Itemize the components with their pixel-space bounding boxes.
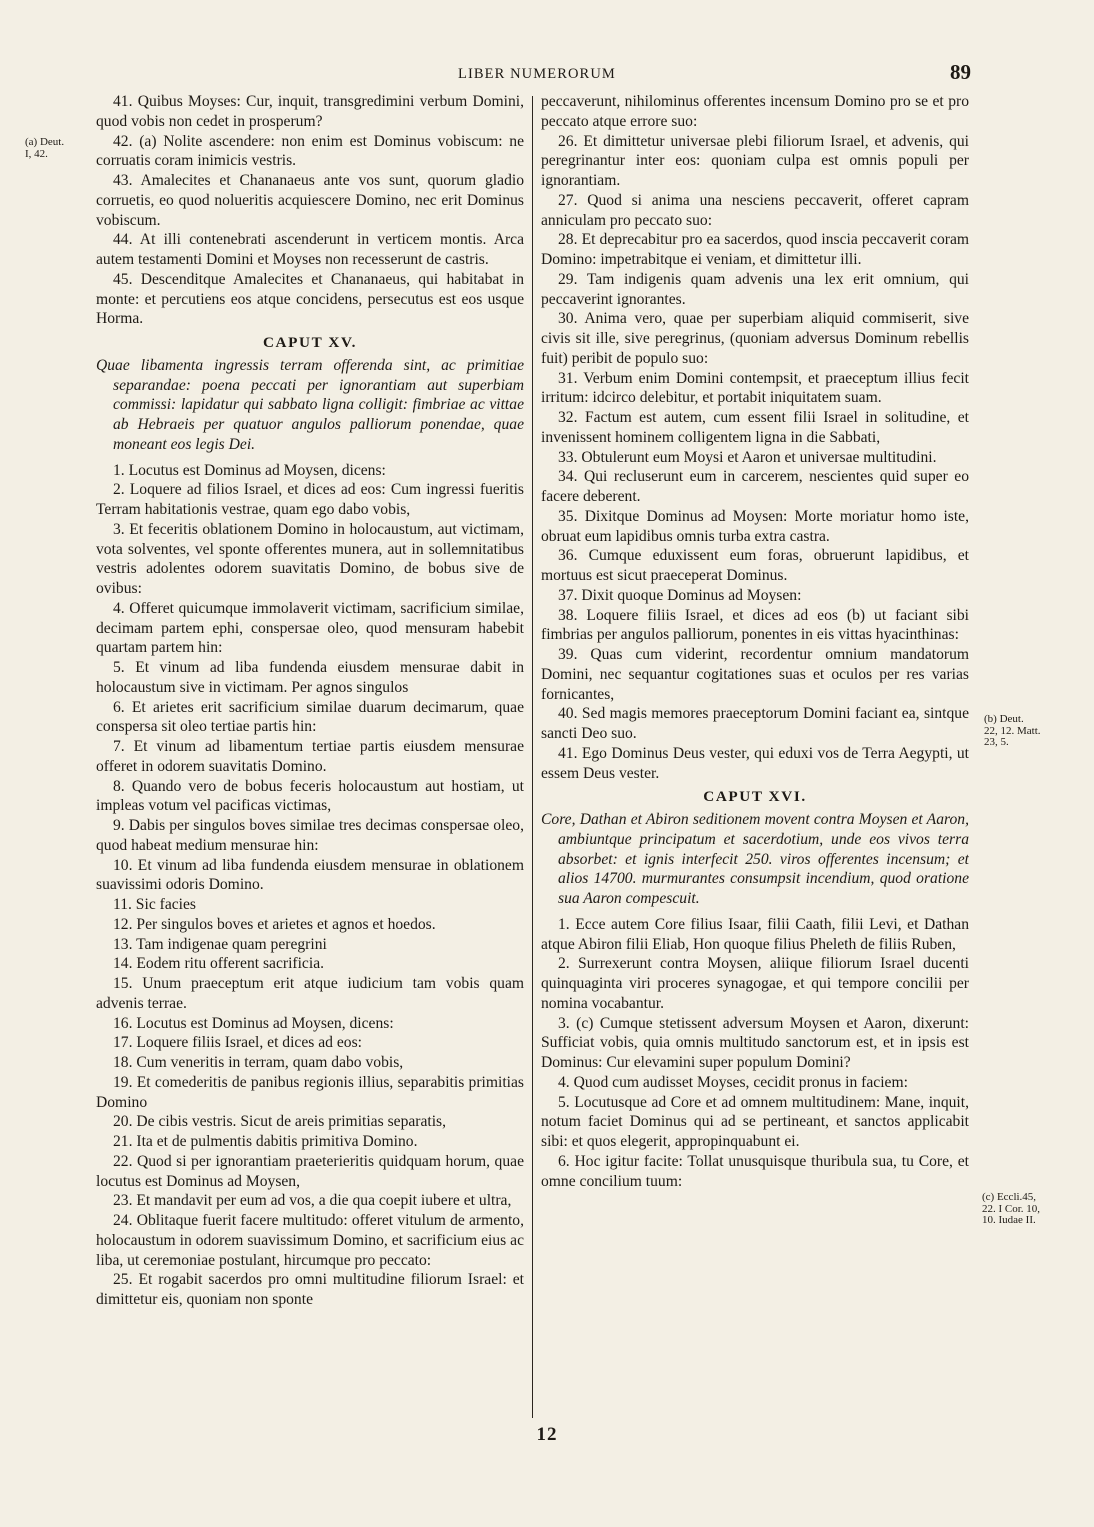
verse: 14. Eodem ritu offerent sacrificia. — [113, 955, 325, 973]
verse: 23. Et mandavit per eum ad vos, a die qua coepit iubere et ultra, — [113, 1192, 512, 1210]
verse: 22. Quod si per ignorantiam praeterieritis quidquam horum, quae locutus est Dominus ad Moysen, — [96, 1152, 524, 1190]
margin-note-line: I, 42. — [25, 147, 48, 160]
verse: 41. Ego Dominus Deus vester, qui eduxi vos de Terra Aegypti, ut essem Deus vester. — [541, 744, 969, 782]
verse: 20. De cibis vestris. Sicut de areis primitias separatis, — [113, 1113, 447, 1131]
verse: 4. Quod cum audisset Moyses, cecidit pronus in faciem: — [558, 1073, 908, 1091]
verse: 27. Quod si anima una nesciens peccaverit, offeret capram anniculam pro peccato suo: — [541, 191, 969, 229]
verse: 26. Et dimittetur universae plebi filiorum Israel, et advenis, qui peregrinantur inter eos: quoniam culpa est omnis populi per ignorantiam. — [541, 132, 969, 189]
verse: 2. Loquere ad filios Israel, et dices ad eos: Cum ingressi fueritis Terram habitationis vestrae, quam ego dabo vobis, — [96, 481, 524, 518]
verse: 44. At illi contenebrati ascenderunt in verticem montis. Arca autem testamenti Domini et Moyses non recesserunt de castris. — [96, 231, 524, 268]
running-head — [0, 60, 1094, 88]
verse: 7. Et vinum ad libamentum tertiae partis eiusdem mensurae offeret in odorem suavitatis Domino. — [96, 738, 524, 775]
verse: 9. Dabis per singulos boves similae tres decimas conspersae oleo, quod habeat medium mensurae hin: — [96, 817, 524, 854]
verse: 30. Anima vero, quae per superbiam aliquid commiserit, sive civis sit ille, sive peregrinus, (quoniam adversus Dominum rebellis fuit) peribit de populo suo: — [541, 310, 969, 367]
verse: 15. Unum praeceptum erit atque iudicium tam vobis quam advenis terrae. — [96, 975, 524, 1012]
verse: 2. Surrexerunt contra Moysen, aliique filiorum Israel ducenti quinquaginta viri proceres synagogae, et qui tempore concilii per nomina vocabantur. — [541, 955, 969, 1012]
verse: 17. Loquere filiis Israel, et dices ad eos: — [113, 1034, 362, 1052]
verse: 13. Tam indigenae quam peregrini — [113, 935, 327, 953]
page-number: 89 — [950, 60, 971, 84]
verse: 18. Cum veneritis in terram, quam dabo vobis, — [113, 1054, 404, 1071]
verse: 3. (c) Cumque stetissent adversum Moysen et Aaron, dixerunt: Sufficiat vobis, quia omnis multitudo sanctorum est, et in ipsis est Dominus: Cur elevamini super populum Domini? — [541, 1014, 969, 1071]
verse: 39. Quas cum viderint, recordentur omnium mandatorum Domini, nec sequantur cogitationes suas et oculos per res varias fornicantes, — [541, 646, 969, 703]
verse: 33. Obtulerunt eum Moysi et Aaron et universae multitudini. — [558, 448, 937, 466]
verse: 36. Cumque eduxissent eum foras, obruerunt lapidibus, et mortuus est sicut praeceperat Dominus. — [541, 547, 969, 584]
margin-note-b — [984, 714, 1041, 749]
margin-note-c — [982, 1192, 1040, 1227]
verse: 37. Dixit quoque Dominus ad Moysen: — [558, 586, 802, 604]
verse: 16. Locutus est Dominus ad Moysen, dicens: — [113, 1014, 394, 1032]
chapter-heading: CAPUT XVI. — [703, 788, 807, 806]
verse: 38. Loquere filiis Israel, et dices ad eos (b) ut faciant sibi fimbrias per angulos palliorum, ponentes in eis vittas hyacinthinas: — [541, 606, 969, 644]
verse: 45. Descenditque Amalecites et Chananaeus, qui habitabat in monte: et percutiens eos atque concidens, persecutus est eos usque Horma. — [96, 270, 524, 328]
verse: 34. Qui recluserunt eum in carcerem, nescientes quid super eo facere deberent. — [541, 468, 969, 505]
margin-note-line: 22. I Cor. 10, — [982, 1202, 1041, 1215]
verse: 11. Sic facies — [113, 896, 196, 913]
verse: 19. Et comederitis de panibus regionis illius, separabitis primitias Domino — [96, 1073, 524, 1111]
left-column — [96, 92, 524, 1422]
verse: 5. Locutusque ad Core et ad omnem multitudinem: Mane, inquit, notum faciet Dominus qui ad se pertineant, et sanctos applicabit sibi: et quos elegerit, appropinquabunt ei. — [541, 1093, 969, 1150]
column-divider — [532, 96, 533, 1418]
verse: 28. Et deprecabitur pro ea sacerdos, quod inscia peccaverit coram Domino: impetrabitque ei veniam, et dimittetur illi. — [541, 231, 969, 268]
margin-note-line: (a) Deut. — [25, 136, 65, 148]
verse: 1. Ecce autem Core filius Isaar, filii Caath, filii Levi, et Dathan atque Abiron filii Eliab, Hon quoque filius Pheleth de filiis Ruben, — [541, 915, 969, 953]
verse: 4. Offeret quicumque immolaverit victimam, sacrificium similae, decimam partem ephi, conspersae oleo, quod mensuram habebit quartam partem hin: — [96, 599, 524, 657]
verse: 31. Verbum enim Domini contempsit, et praeceptum illius fecit irritum: idcirco delebitur, et portabit iniquitatem suam. — [541, 369, 969, 407]
verse-continuation: peccaverunt, nihilominus offerentes incensum Domino pro se et pro peccato atque errore suo: — [541, 93, 969, 130]
margin-note-line: 22, 12. Matt. — [984, 724, 1041, 737]
verse: 3. Et feceritis oblationem Domino in holocaustum, aut victimam, vota solventes, vel sponte offerentes munera, aut in sollemnitatibus vestris adolentes odorem suavitatis Domino, de bobus sive de ovibus: — [96, 520, 524, 597]
chapter-summary: Quae libamenta ingressis terram offerenda sint, ac primitiae separandae: poena peccati per ignorantiam aut superbiam commissi: lapidatur qui sabbato ligna colligit: fimbriae ac vittae ab Hebraeis per quatuor angulos palliorum ponendae, quae moneant eos legis Dei. — [96, 356, 524, 453]
chapter-summary: Core, Dathan et Abiron seditionem movent contra Moysen et Aaron, ambiuntque principatum et sacerdotium, unde eos vivos terra absorbet: et ignis interfecit 250. viros offerentes incensum; et alios 14700. murmurantes consumpsit incendium, quod oratione sua Aaron compescuit. — [541, 811, 969, 907]
verse: 32. Factum est autem, cum essent filii Israel in solitudine, et invenissent hominem colligentem ligna in die Sabbati, — [541, 409, 969, 446]
right-column — [541, 92, 969, 1422]
margin-note-line: (b) Deut. — [984, 713, 1024, 725]
signature-number: 12 — [536, 1424, 558, 1445]
verse: 35. Dixitque Dominus ad Moysen: Morte moriatur homo iste, obruat eum lapidibus omnis turba extra castra. — [541, 507, 969, 545]
chapter-heading: CAPUT XV. — [262, 334, 357, 351]
margin-note-line: (c) Eccli.45, — [982, 1191, 1037, 1203]
verse: 42. (a) Nolite ascendere: non enim est Dominus vobiscum: ne corruatis coram inimicis vestris. — [96, 132, 524, 170]
verse: 29. Tam indigenis quam advenis una lex erit omnium, qui peccaverint ignorantes. — [541, 270, 969, 308]
verse: 6. Et arietes erit sacrificium similae duarum decimarum, quae conspersa sit oleo tertiae partis hin: — [96, 698, 524, 736]
verse: 43. Amalecites et Chananaeus ante vos sunt, quorum gladio corruetis, eo quod nolueritis acquiescere Domino, nec erit Dominus vobiscum. — [96, 172, 524, 229]
verse: 6. Hoc igitur facite: Tollat unusquisque thuribula sua, tu Core, et omne concilium tuum: — [541, 1152, 969, 1190]
verse: 40. Sed magis memores praeceptorum Domini faciant ea, sintque sancti Deo suo. — [541, 705, 969, 742]
margin-note-line: 23, 5. — [984, 736, 1009, 748]
verse: 24. Oblitaque fuerit facere multitudo: offeret vitulum de armento, holocaustum in odorem suavissimum Domino, et sacrificium eius ac liba, ut ceremoniae postulant, hircumque pro peccato: — [96, 1212, 524, 1269]
margin-note-a — [25, 137, 64, 160]
verse: 8. Quando vero de bobus feceris holocaustum aut hostiam, ut impleas votum vel pacificas victimas, — [96, 777, 524, 815]
signature-mark — [0, 1424, 1094, 1446]
verse: 21. Ita et de pulmentis dabitis primitiva Domino. — [113, 1133, 418, 1150]
verse: 10. Et vinum ad liba fundenda eiusdem mensurae in oblationem suavissimi odoris Domino. — [96, 856, 524, 894]
margin-note-line: 10. Iudae II. — [982, 1214, 1036, 1226]
running-title: LIBER NUMERORUM — [458, 66, 616, 82]
verse: 5. Et vinum ad liba fundenda eiusdem mensurae dabit in holocaustum sive in victimam. Per agnos singulos — [96, 659, 524, 696]
verse: 12. Per singulos boves et arietes et agnos et hoedos. — [113, 915, 436, 933]
verse: 41. Quibus Moyses: Cur, inquit, transgredimini verbum Domini, quod vobis non cedet in prosperum? — [96, 93, 524, 130]
verse: 25. Et rogabit sacerdos pro omni multitudine filiorum Israel: et dimittetur eis, quoniam non sponte — [96, 1271, 524, 1308]
verse: 1. Locutus est Dominus ad Moysen, dicens: — [113, 461, 386, 479]
